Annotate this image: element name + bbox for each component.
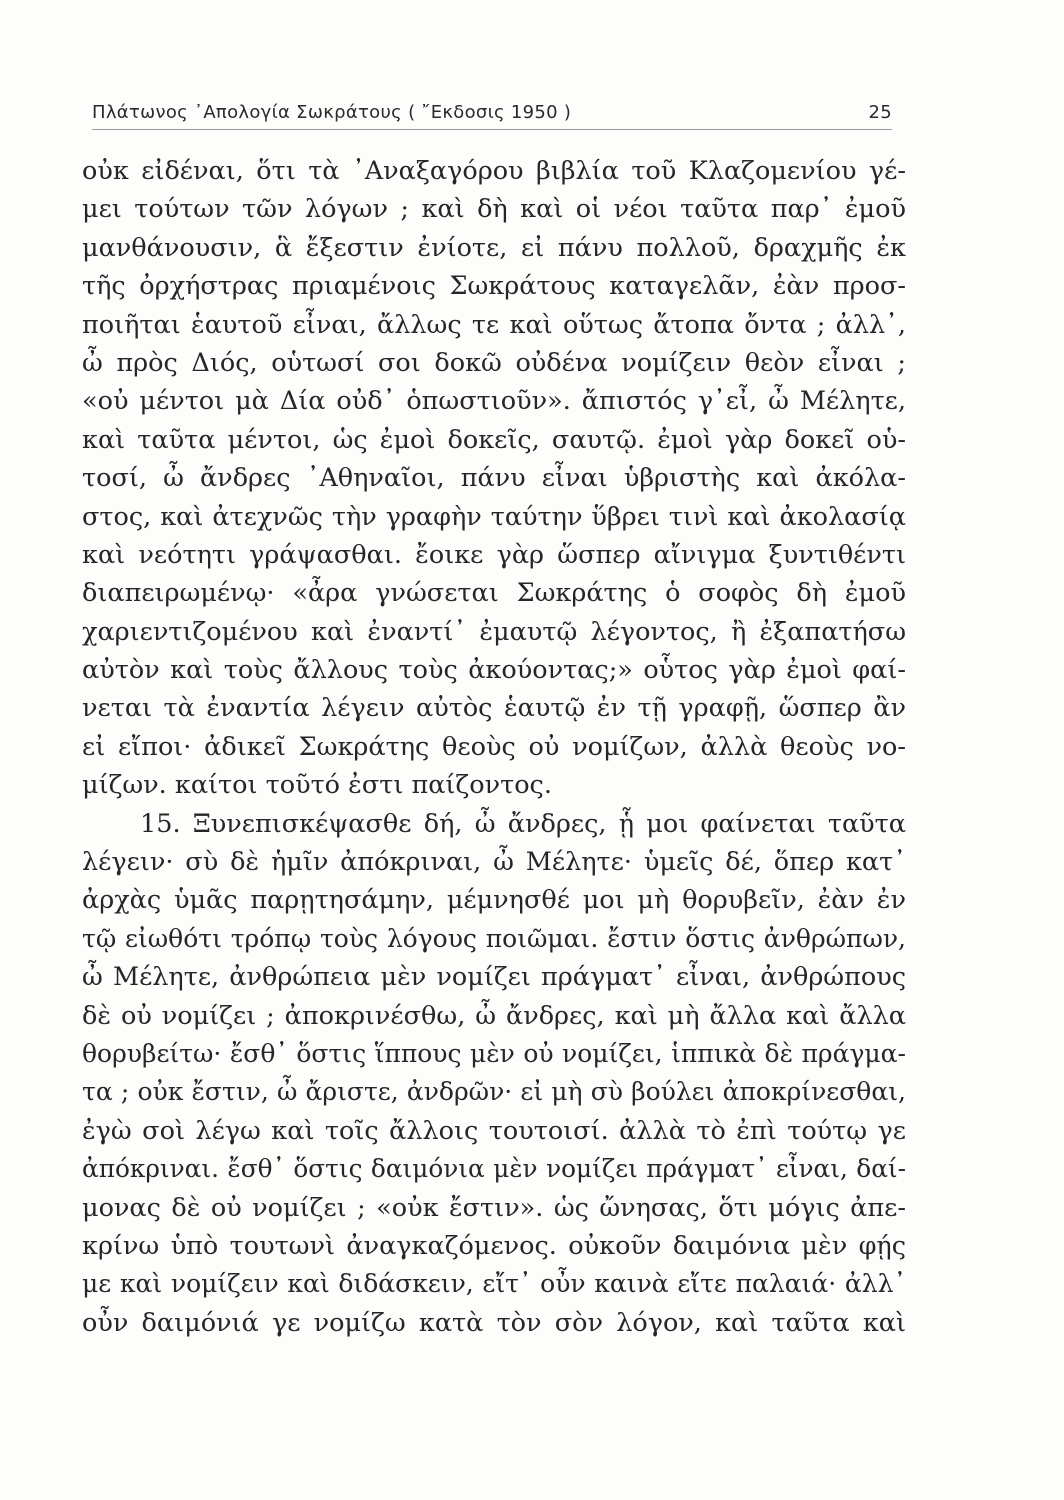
text-line: μανθάνουσιν, ἃ ἔξεστιν ἐνίοτε, εἰ πάνυ πολλοῦ, δραχμῆς ἐκ — [82, 232, 906, 263]
text-line: θορυβείτω· ἔσθ᾽ ὅστις ἵππους μὲν οὐ νομίζει, ἱππικὰ δὲ πράγμα- — [82, 1038, 906, 1068]
text-line: εἰ εἴποι· ἀδικεῖ Σωκράτης θεοὺς οὐ νομίζων, ἀλλὰ θεοὺς νο- — [82, 731, 906, 762]
text-line: ἐγὼ σοὶ λέγω καὶ τοῖς ἄλλοις τουτοισί. ἀλλὰ τὸ ἐπὶ τούτῳ γε — [82, 1115, 906, 1146]
text-line: «οὐ μέντοι μὰ Δία οὐδ᾽ ὁπωστιοῦν». ἄπιστός γ᾽εἶ, ὦ Μέλητε, — [82, 386, 906, 417]
text-line: χαριεντιζομένου καὶ ἐναντί᾽ ἐμαυτῷ λέγοντος, ἢ ἐξαπατήσω — [82, 616, 906, 647]
text-line: κρίνω ὑπὸ τουτωνὶ ἀναγκαζόμενος. οὐκοῦν δαιμόνια μὲν φῄς — [82, 1230, 906, 1261]
section-15-first-line: 15. Ξυνεπισκέψασθε δή, ὦ ἄνδρες, ᾗ μοι φαίνεται ταῦτα — [140, 808, 906, 839]
text-line: λέγειν· σὺ δὲ ἡμῖν ἀπόκριναι, ὦ Μέλητε· ὑμεῖς δέ, ὅπερ κατ᾽ — [82, 847, 906, 878]
page-number: 25 — [868, 102, 892, 123]
text-line: τῆς ὀρχήστρας πριαμένοις Σωκράτους καταγελᾶν, ἐὰν προσ- — [82, 271, 906, 302]
text-line: δὲ οὐ νομίζει ; ἀποκρινέσθω, ὦ ἄνδρες, καὶ μὴ ἄλλα καὶ ἄλλα — [82, 1000, 906, 1031]
text-line: καὶ νεότητι γράψασθαι. ἔοικε γὰρ ὥσπερ αἴνιγμα ξυντιθέντι — [82, 539, 906, 570]
text-line: νεται τὰ ἐναντία λέγειν αὐτὸς ἑαυτῷ ἐν τῇ γραφῇ, ὥσπερ ἂν — [82, 693, 906, 724]
text-line: στος, καὶ ἀτεχνῶς τὴν γραφὴν ταύτην ὕβρει τινὶ καὶ ἀκολασίᾳ — [82, 501, 906, 532]
text-line: τα ; οὐκ ἔστιν, ὦ ἄριστε, ἀνδρῶν· εἰ μὴ σὺ βούλει ἀποκρίνεσθαι, — [82, 1077, 906, 1107]
text-line: τῷ εἰωθότι τρόπῳ τοὺς λόγους ποιῶμαι. ἔστιν ὅστις ἀνθρώπων, — [82, 923, 906, 953]
text-line: μει τούτων τῶν λόγων ; καὶ δὴ καὶ οἱ νέοι ταῦτα παρ᾽ ἐμοῦ — [82, 194, 906, 225]
header-title: Πλάτωνος ᾽Απολογία Σωκράτους ( ῎Εκδοσις 1950 ) — [92, 102, 572, 123]
text-line: μονας δὲ οὐ νομίζει ; «οὐκ ἔστιν». ὡς ὤνησας, ὅτι μόγις ἀπε- — [82, 1192, 906, 1223]
paragraph-end-line: μίζων. καίτοι τοῦτό ἐστι παίζοντος. — [82, 770, 552, 801]
text-line: οὐκ εἰδέναι, ὅτι τὰ ᾽Αναξαγόρου βιβλία τοῦ Κλαζομενίου γέ- — [82, 156, 906, 186]
text-line: οὖν δαιμόνιά γε νομίζω κατὰ τὸν σὸν λόγον, καὶ ταῦτα καὶ — [82, 1307, 906, 1338]
header-underline — [92, 129, 892, 130]
text-line: καὶ ταῦτα μέντοι, ὡς ἐμοὶ δοκεῖς, σαυτῷ. ἐμοὶ γὰρ δοκεῖ οὑ- — [82, 424, 906, 455]
body-text — [82, 152, 906, 1342]
text-line: με καὶ νομίζειν καὶ διδάσκειν, εἴτ᾽ οὖν καινὰ εἴτε παλαιά· ἀλλ᾽ — [82, 1269, 906, 1299]
text-line: τοσί, ὦ ἄνδρες ᾽Αθηναῖοι, πάνυ εἶναι ὑβριστὴς καὶ ἀκόλα- — [82, 463, 906, 494]
running-header — [92, 102, 892, 130]
text-line: ἀπόκριναι. ἔσθ᾽ ὅστις δαιμόνια μὲν νομίζει πράγματ᾽ εἶναι, δαί- — [82, 1154, 906, 1184]
text-line: ὦ Μέλητε, ἀνθρώπεια μὲν νομίζει πράγματ᾽ εἶναι, ἀνθρώπους — [82, 962, 906, 993]
text-line: αὐτὸν καὶ τοὺς ἄλλους τοὺς ἀκούοντας;» οὗτος γὰρ ἐμοὶ φαί- — [82, 655, 906, 686]
text-line: ποιῆται ἑαυτοῦ εἶναι, ἄλλως τε καὶ οὕτως ἄτοπα ὄντα ; ἀλλ᾽, — [82, 309, 906, 340]
text-line: διαπειρωμένῳ· «ἆρα γνώσεται Σωκράτης ὁ σοφὸς δὴ ἐμοῦ — [82, 578, 906, 609]
text-line: ἀρχὰς ὑμᾶς παρῃτησάμην, μέμνησθέ μοι μὴ θορυβεῖν, ἐὰν ἐν — [82, 885, 906, 916]
text-line: ὦ πρὸς Διός, οὑτωσί σοι δοκῶ οὐδένα νομίζειν θεὸν εἶναι ; — [82, 347, 906, 378]
